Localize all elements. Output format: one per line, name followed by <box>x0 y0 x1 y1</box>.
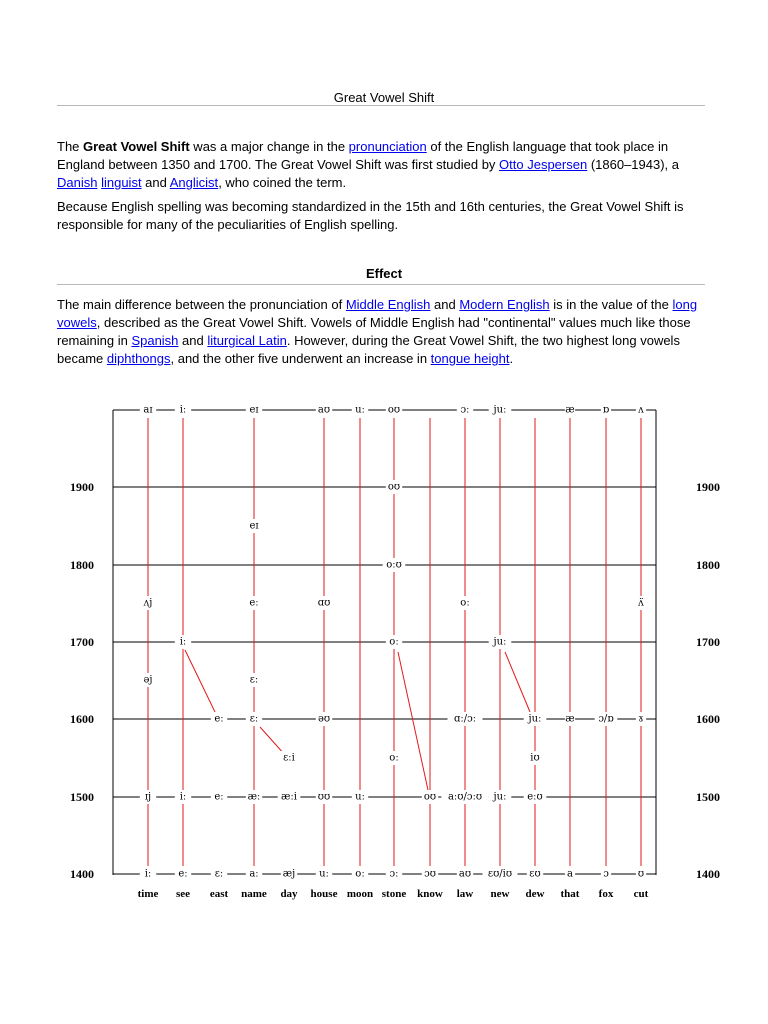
intro-paragraph-2: Because English spelling was becoming standardized in the 15th and 16th centuries, the Great Vowel Shift is responsible for many of the peculiarities of English spelling. <box>57 199 684 232</box>
word-label: name <box>241 888 267 900</box>
vowel-label: juː <box>528 713 542 725</box>
year-label-left: 1800 <box>70 558 94 572</box>
vowel-label-modern: ʌ <box>638 404 644 416</box>
link-otto-jespersen[interactable]: Otto Jespersen <box>499 157 588 172</box>
link-middle-english[interactable]: Middle English <box>345 297 431 312</box>
word-label: new <box>490 888 510 900</box>
vowel-label-modern: iː <box>179 404 187 416</box>
year-label-left: 1700 <box>70 635 94 649</box>
vowel-label: ʌj <box>143 597 153 609</box>
vowel-label: æ <box>565 713 575 725</box>
vowel-label: eː <box>214 713 224 725</box>
word-label: time <box>137 888 159 900</box>
word-label: dew <box>525 888 545 900</box>
vowel-label: əj <box>143 674 153 686</box>
vowel-label-1400: æj <box>282 868 296 880</box>
vowel-label-1400: uː <box>319 868 329 880</box>
vowel-label-1500: juː <box>493 791 507 803</box>
vowel-label-modern: oʊ <box>387 404 401 416</box>
link-danish[interactable]: Danish <box>57 175 98 190</box>
vowel-label-1400: eː <box>178 868 188 880</box>
vowel-label-modern: æ <box>565 404 575 416</box>
vowel-label: ɛː <box>249 674 259 686</box>
vowel-shift-line <box>260 727 285 755</box>
word-label: know <box>417 888 443 900</box>
link-linguist[interactable]: linguist <box>101 175 142 190</box>
heading-divider <box>57 284 705 285</box>
year-label-left: 1900 <box>70 480 94 494</box>
year-label-left: 1400 <box>70 867 94 881</box>
vowel-shift-line <box>505 652 530 712</box>
vowel-label: juː <box>493 636 507 648</box>
vowel-label: ɑː/ɔː <box>453 713 477 725</box>
vowel-label: ɛːi <box>283 752 295 764</box>
vowel-label: ɤ <box>638 713 644 725</box>
vowel-label-1500: eː <box>214 791 224 803</box>
year-label-right: 1900 <box>696 480 720 494</box>
word-label: see <box>175 888 191 900</box>
word-label: day <box>280 888 298 900</box>
vowel-shift-diagram <box>0 395 768 915</box>
word-label: cut <box>633 888 649 900</box>
link-modern-english[interactable]: Modern English <box>459 297 550 312</box>
vowel-label-1500: ʊʊ <box>317 791 331 803</box>
vowel-label-1500: ɪj <box>144 791 152 803</box>
vowel-label-1400: a <box>567 868 573 880</box>
bold-term: Great Vowel Shift <box>83 139 190 154</box>
vowel-label-1400: ʊ <box>637 868 645 880</box>
word-label: house <box>310 888 338 900</box>
vowel-label: oː <box>389 752 399 764</box>
vowel-label-modern: uː <box>355 404 365 416</box>
vowel-label-1500: æː <box>247 791 261 803</box>
vowel-shift-line <box>398 652 428 790</box>
vowel-label-modern: juː <box>493 404 507 416</box>
vowel-label-1400: aʊ <box>458 868 472 880</box>
vowel-label-modern: ɒ <box>602 404 610 416</box>
vowel-label: ɑʊ <box>317 597 331 609</box>
vowel-label-1400: iː <box>144 868 152 880</box>
vowel-label: ɔ/ɒ <box>598 713 614 725</box>
link-anglicist[interactable]: Anglicist <box>169 175 219 190</box>
vowel-label-modern: eɪ <box>249 404 259 416</box>
vowel-label-1400: aː <box>249 868 259 880</box>
word-label: that <box>560 888 580 900</box>
vowel-label-1500: oʊ <box>423 791 437 803</box>
vowel-label: ɛː <box>249 713 259 725</box>
year-label-right: 1400 <box>696 867 720 881</box>
link-pronunciation[interactable]: pronunciation <box>348 139 427 154</box>
link-long-vowels[interactable]: long vowels <box>57 297 698 330</box>
vowel-label: iː <box>179 636 187 648</box>
vowel-label-1400: ɔ <box>603 868 609 880</box>
year-label-left: 1500 <box>70 790 94 804</box>
vowel-label-1400: ɛː <box>214 868 224 880</box>
word-label: moon <box>346 888 374 900</box>
vowel-label-1500: iː <box>179 791 187 803</box>
year-label-right: 1800 <box>696 558 720 572</box>
link-liturgical-latin[interactable]: liturgical Latin <box>207 333 287 348</box>
vowel-label-modern: aɪ <box>143 404 153 416</box>
word-label: law <box>456 888 474 900</box>
year-label-right: 1700 <box>696 635 720 649</box>
vowel-label: əʊ <box>317 713 331 725</box>
title-divider <box>57 105 705 106</box>
vowel-label: iʊ <box>530 752 540 764</box>
intro-paragraph: The Great Vowel Shift was a major change in the pronunciation of the English language that took place in England between 1350 and 1700. The Great Vowel Shift was first studied by Otto Jespersen (1860–1943), a Danish linguist and Anglicist, who coined the term. <box>57 139 679 190</box>
vowel-label-1400: ɛʊ <box>529 868 541 880</box>
word-label: fox <box>598 888 614 900</box>
vowel-label: eː <box>249 597 259 609</box>
vowel-label: oːʊ <box>386 559 402 571</box>
year-label-right: 1600 <box>696 712 720 726</box>
vowel-label-modern: aʊ <box>317 404 331 416</box>
vowel-shift-line <box>185 650 215 712</box>
section-heading-effect: Effect <box>365 266 403 281</box>
link-tongue-height[interactable]: tongue height <box>430 351 510 366</box>
vowel-label: ʌ̈ <box>638 597 644 609</box>
year-label-right: 1500 <box>696 790 720 804</box>
word-label: east <box>209 888 229 900</box>
vowel-label: oʊ <box>387 481 401 493</box>
link-diphthongs[interactable]: diphthongs <box>106 351 171 366</box>
vowel-label-1500: eːʊ <box>527 791 543 803</box>
vowel-label-1400: ɛʊ/iʊ <box>487 868 513 880</box>
effect-paragraph: The main difference between the pronunciation of Middle English and Modern English is in the value of the long vowels, described as the Great Vowel Shift. Vowels of Middle English had "continental" values much like those remaining in Spanish and liturgical Latin. However, during the Great Vowel Shift, the two highest long vowels became diphthongs, and the other five underwent an increase in tongue height. <box>57 297 698 366</box>
word-label: stone <box>381 888 407 900</box>
year-label-left: 1600 <box>70 712 94 726</box>
vowel-label-1500: æːi <box>281 791 297 803</box>
vowel-label-1500: aːʊ/ɔːʊ <box>447 791 483 803</box>
vowel-label-1500: uː <box>355 791 365 803</box>
vowel-label-1400: ɔː <box>389 868 399 880</box>
vowel-label-modern: ɔː <box>460 404 470 416</box>
page-title: Great Vowel Shift <box>333 90 435 105</box>
vowel-label: oː <box>460 597 470 609</box>
vowel-label: eɪ <box>249 520 259 532</box>
vowel-label: oː <box>389 636 399 648</box>
vowel-label-1400: ɔʊ <box>424 868 436 880</box>
link-spanish[interactable]: Spanish <box>131 333 179 348</box>
vowel-label-1400: oː <box>355 868 365 880</box>
